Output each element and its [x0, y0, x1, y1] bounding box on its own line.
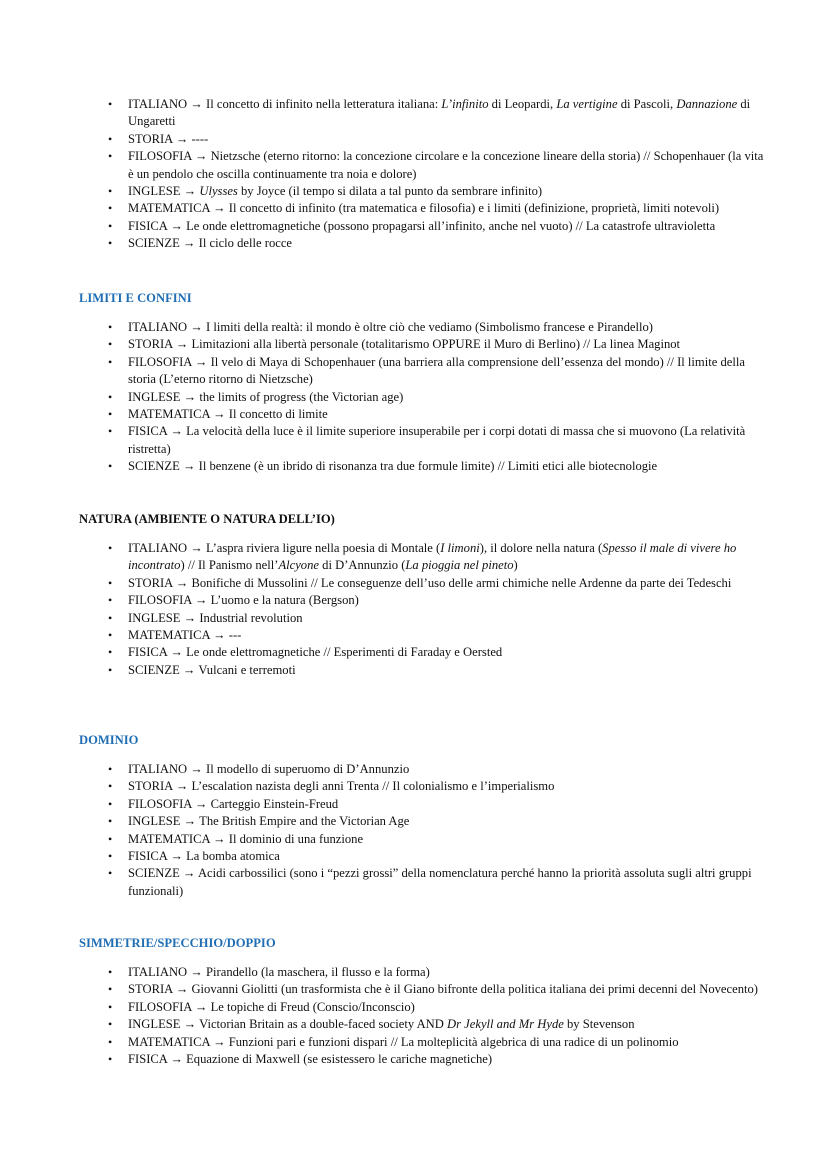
- bullet-list: [0, 964, 828, 1068]
- item-text: FISICA → Le onde elettromagnetiche (possono propagarsi all’infinito, anche nel vuoto) // La catastrofe ultravioletta: [128, 218, 716, 233]
- item-text: FILOSOFIA → Nietzsche (eterno ritorno: la concezione circolare e la concezione lineare della storia) // Schopenhauer (la vita è un pendolo che oscilla continuamente tra noia e dolore): [128, 149, 764, 181]
- bullet-icon: •: [108, 320, 113, 334]
- list-item: [0, 540, 828, 575]
- item-text: FISICA → Equazione di Maxwell (se esistessero le cariche magnetiche): [128, 1052, 493, 1067]
- bullet-icon: •: [108, 1017, 113, 1032]
- list-item: [0, 235, 828, 252]
- item-text: STORIA → Bonifiche di Mussolini // Le conseguenze dell’uso delle armi chimiche nelle Ardenne da parte dei Tedeschi: [128, 575, 732, 590]
- bullet-list: [0, 319, 828, 476]
- item-text: ITALIANO → Il concetto di infinito nella letteratura italiana:: [128, 97, 442, 111]
- bullet-icon: •: [108, 337, 113, 352]
- item-text: STORIA → ----: [128, 131, 209, 146]
- italic-title: Alcyone: [278, 558, 319, 573]
- italic-title: Spesso il male di vivere ho incontrato: [128, 541, 737, 573]
- bullet-icon: •: [108, 201, 113, 216]
- item-text: ITALIANO → I limiti della realtà: il mondo è oltre ciò che vediamo (Simbolismo francese e Pirandello): [128, 320, 653, 334]
- list-item: [0, 662, 828, 679]
- item-text: MATEMATICA → Il dominio di una funzione: [128, 831, 364, 846]
- list-item: [0, 406, 828, 423]
- bullet-icon: •: [108, 849, 113, 864]
- bullet-icon: •: [108, 1052, 113, 1067]
- item-text: FISICA → Le onde elettromagnetiche // Esperimenti di Faraday e Oersted: [128, 645, 503, 660]
- list-item: [0, 981, 828, 998]
- item-text: ITALIANO → Pirandello (la maschera, il flusso e la forma): [128, 965, 430, 979]
- item-text: INGLESE → The British Empire and the Victorian Age: [128, 814, 410, 829]
- item-text: FISICA → La velocità della luce è il limite superiore insuperabile per i corpi dotati di massa che si muovono (La relatività ristretta): [128, 424, 746, 456]
- bullet-icon: •: [108, 779, 113, 794]
- item-text: ) // Il Panismo nell’: [180, 558, 279, 573]
- list-item: [0, 865, 828, 900]
- list-item: [0, 354, 828, 389]
- list-item: [0, 610, 828, 627]
- section-heading: DOMINIO: [79, 733, 139, 747]
- bullet-icon: •: [108, 131, 113, 146]
- item-text: STORIA → Limitazioni alla libertà personale (totalitarismo OPPURE il Muro di Berlino) // La linea Maginot: [128, 337, 681, 352]
- bullet-list: [0, 761, 828, 900]
- bullet-icon: •: [108, 236, 113, 251]
- bullet-icon: •: [108, 999, 113, 1014]
- section-heading: LIMITI E CONFINI: [79, 291, 192, 305]
- item-text: MATEMATICA → Il concetto di infinito (tra matematica e filosofia) e i limiti (definizione, proprietà, limiti notevoli): [128, 201, 720, 216]
- list-item: [0, 131, 828, 148]
- list-item: [0, 592, 828, 609]
- italic-title: Dannazione: [676, 97, 738, 111]
- item-text: ), il dolore nella natura (: [479, 541, 603, 555]
- item-text: MATEMATICA → Funzioni pari e funzioni dispari // La molteplicità algebrica di una radice di un polinomio: [128, 1034, 679, 1049]
- list-item: [0, 999, 828, 1016]
- item-text: INGLESE → Industrial revolution: [128, 610, 303, 625]
- list-item: [0, 778, 828, 795]
- list-item: [0, 200, 828, 217]
- item-text: FILOSOFIA → Carteggio Einstein-Freud: [128, 796, 339, 811]
- list-item: [0, 423, 828, 458]
- bullet-list: [0, 96, 828, 253]
- item-text: STORIA → L’escalation nazista degli anni Trenta // Il colonialismo e l’imperialismo: [128, 779, 555, 794]
- item-text: FISICA → La bomba atomica: [128, 849, 280, 864]
- list-item: [0, 336, 828, 353]
- list-item: [0, 183, 828, 200]
- section-heading: NATURA (AMBIENTE O NATURA DELL’IO): [79, 512, 335, 526]
- item-text: INGLESE → the limits of progress (the Victorian age): [128, 389, 404, 404]
- list-item: [0, 964, 828, 981]
- item-text: FILOSOFIA → L’uomo e la natura (Bergson): [128, 593, 359, 608]
- item-text: MATEMATICA → Il concetto di limite: [128, 407, 328, 422]
- section-heading: SIMMETRIE/SPECCHIO/DOPPIO: [79, 936, 276, 950]
- list-item: [0, 1016, 828, 1033]
- italic-title: Ulysses: [199, 184, 238, 199]
- list-item: [0, 813, 828, 830]
- list-item: [0, 1051, 828, 1068]
- bullet-icon: •: [108, 965, 113, 979]
- item-text: by Stevenson: [563, 1017, 635, 1032]
- item-text: SCIENZE → Il ciclo delle rocce: [128, 236, 293, 251]
- italic-title: I limoni: [440, 541, 480, 555]
- italic-title: L’infinito: [441, 97, 489, 111]
- bullet-icon: •: [108, 662, 113, 677]
- item-text: di Ungaretti: [128, 97, 751, 129]
- bullet-icon: •: [108, 610, 113, 625]
- item-text: SCIENZE → Acidi carbossilici (sono i “pezzi grossi” della nomenclatura perché hanno la priorità assoluta sugli altri gruppi funzionali): [128, 866, 752, 898]
- list-item: [0, 575, 828, 592]
- bullet-icon: •: [108, 593, 113, 608]
- bullet-icon: •: [108, 97, 113, 111]
- bullet-icon: •: [108, 762, 113, 776]
- item-text: di Pascoli,: [617, 97, 677, 111]
- list-item: [0, 848, 828, 865]
- item-text: STORIA → Giovanni Giolitti (un trasformista che è il Giano bifronte della politica italiana dei primi decenni del Novecento): [128, 982, 758, 997]
- bullet-icon: •: [108, 541, 113, 555]
- bullet-icon: •: [108, 218, 113, 233]
- italic-title: Dr Jekyll and Mr Hyde: [447, 1017, 564, 1032]
- bullet-icon: •: [108, 184, 113, 199]
- list-item: [0, 96, 828, 131]
- bullet-icon: •: [108, 831, 113, 846]
- bullet-icon: •: [108, 982, 113, 997]
- item-text: MATEMATICA → ---: [128, 628, 242, 643]
- bullet-icon: •: [108, 796, 113, 811]
- item-text: ITALIANO → Il modello di superuomo di D’Annunzio: [128, 762, 410, 776]
- list-item: [0, 627, 828, 644]
- list-item: [0, 796, 828, 813]
- list-item: [0, 761, 828, 778]
- bullet-icon: •: [108, 459, 113, 474]
- bullet-icon: •: [108, 814, 113, 829]
- list-item: [0, 458, 828, 475]
- list-item: [0, 1034, 828, 1051]
- bullet-icon: •: [108, 424, 113, 439]
- bullet-icon: •: [108, 628, 113, 643]
- bullet-list: [0, 540, 828, 679]
- italic-title: La pioggia nel pineto: [405, 558, 514, 573]
- item-text: SCIENZE → Il benzene (è un ibrido di risonanza tra due formule limite) // Limiti etici alle biotecnologie: [128, 459, 658, 474]
- bullet-icon: •: [108, 866, 113, 881]
- list-item: [0, 389, 828, 406]
- list-item: [0, 218, 828, 235]
- item-text: by Joyce (il tempo si dilata a tal punto da sembrare infinito): [237, 184, 543, 199]
- item-text: SCIENZE → Vulcani e terremoti: [128, 662, 296, 677]
- item-text: INGLESE →: [128, 184, 200, 199]
- italic-title: La vertigine: [556, 97, 618, 111]
- item-text: di D’Annunzio (: [319, 558, 406, 573]
- bullet-icon: •: [108, 1034, 113, 1049]
- item-text: di Leopardi,: [488, 97, 557, 111]
- list-item: [0, 319, 828, 336]
- item-text: ): [513, 558, 518, 573]
- item-text: FILOSOFIA → Il velo di Maya di Schopenhauer (una barriera alla comprensione dell’essenza del mondo) // Il limite della storia (L’eterno ritorno di Nietzsche): [128, 354, 745, 387]
- bullet-icon: •: [108, 645, 113, 660]
- bullet-icon: •: [108, 354, 113, 369]
- item-text: INGLESE → Victorian Britain as a double-faced society AND: [128, 1017, 448, 1032]
- bullet-icon: •: [108, 149, 113, 164]
- bullet-icon: •: [108, 575, 113, 590]
- bullet-icon: •: [108, 407, 113, 422]
- bullet-icon: •: [108, 389, 113, 404]
- list-item: [0, 148, 828, 183]
- list-item: [0, 831, 828, 848]
- item-text: ITALIANO → L’aspra riviera ligure nella poesia di Montale (: [128, 541, 441, 555]
- list-item: [0, 644, 828, 661]
- item-text: FILOSOFIA → Le topiche di Freud (Conscio/Inconscio): [128, 999, 415, 1014]
